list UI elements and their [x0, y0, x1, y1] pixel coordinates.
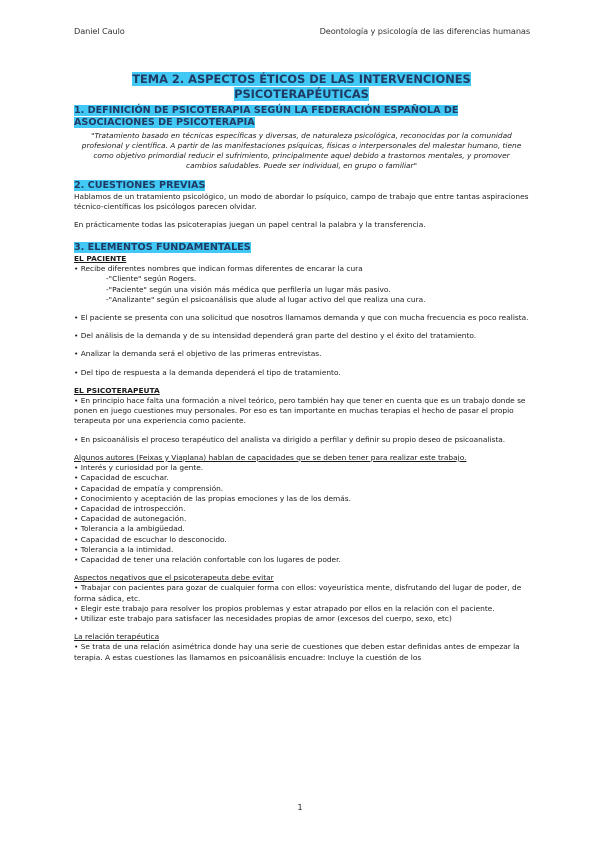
list-item: • Tolerancia a la ambigüedad. [74, 524, 185, 534]
list-item: • Elegir este trabajo para resolver los propios problemas y estar atrapado por ellos en la relación con el paciente. [74, 603, 495, 613]
relacion-paragraph: • Se trata de una relación asimétrica donde hay una serie de cuestiones que deben estar definidas antes de empezar la terapia. A estas cuestiones las llamamos en psicoanálisis encuadre: Incluye la cuestión de los [74, 642, 520, 662]
section-1-heading [74, 105, 529, 130]
capacidades-list [74, 463, 529, 565]
list-item: • Utilizar este trabajo para satisfacer las necesidades propias de amor (excesos del cuerpo, sexo, etc) [74, 613, 452, 623]
psicoterapeuta-paragraph-psicoanalisis: • En psicoanálisis el proceso terapéutico del analista va dirigido a perfilar y definir su propio deseo de psicoanalista. [74, 434, 506, 444]
section-3-heading-text: 3. ELEMENTOS FUNDAMENTALES [74, 241, 251, 253]
list-item: • Capacidad de autonegación. [74, 514, 187, 524]
list-item: • Capacidad de empatía y comprensión. [74, 483, 224, 493]
psicoterapeuta-subheading: EL PSICOTERAPEUTA [74, 385, 160, 395]
paciente-paragraph-entrevistas: • Analizar la demanda será el objetivo de las primeras entrevistas. [74, 349, 322, 359]
list-item: • Conocimiento y aceptación de las propias emociones y las de los demás. [74, 493, 351, 503]
list-item: • Capacidad de introspección. [74, 503, 186, 513]
paciente-name-paciente: -"Paciente" según una visión más médica que perfilería un lugar más pasivo. [106, 284, 391, 294]
section-1-heading-text: 1. DEFINICIÓN DE PSICOTERAPIA SEGÚN LA FEDERACIÓN ESPAÑOLA DE ASOCIACIONES DE PSICOTERAPIA [74, 105, 459, 129]
title-text: TEMA 2. ASPECTOS ÉTICOS DE LAS INTERVENCIONES PSICOTERAPÉUTICAS [132, 72, 471, 101]
list-item: • Capacidad de escuchar lo desconocido. [74, 534, 227, 544]
document-body [74, 72, 529, 663]
header-subject: Deontología y psicología de las diferencias humanas [319, 26, 530, 36]
list-item: • Capacidad de escuchar. [74, 473, 169, 483]
document-title [74, 72, 529, 102]
relacion-subheading: La relación terapéutica [74, 632, 160, 642]
list-item: • Capacidad de tener una relación confortable con los lugares de poder. [74, 554, 341, 564]
paciente-paragraph-respuesta: • Del tipo de respuesta a la demanda dependerá el tipo de tratamiento. [74, 367, 341, 377]
header-author: Daniel Caulo [74, 26, 125, 36]
list-item: • Interés y curiosidad por la gente. [74, 463, 204, 473]
definition-quote: "Tratamiento basado en técnicas específicas y diversas, de naturaleza psicológica, reconocidas por la comunidad profesional y científica. A partir de las manifestaciones psíquicas, físicas o interpersonales del malestar humano, tiene como objetivo primordial reducir el sufrimiento, principalmente aquel debido a trastornos mentales, y promover cambios saludables. Puede ser individual, en grupo o familiar" [81, 130, 522, 171]
paciente-paragraph-demanda: • El paciente se presenta con una solicitud que nosotros llamamos demanda y que con mucha frecuencia es poco realista. [74, 313, 529, 323]
paciente-paragraph-analisis: • Del análisis de la demanda y de su intensidad dependerá gran parte del destino y el éxito del tratamiento. [74, 331, 477, 341]
section-2-heading [74, 180, 529, 192]
list-item: • Trabajar con pacientes para gozar de cualquier forma con ellos: voyeurística mente, disfrutando del lugar de poder, de forma sádica, etc. [74, 583, 522, 603]
negativos-subheading: Aspectos negativos que el psicoterapeuta debe evitar [74, 573, 274, 583]
paciente-name-analizante: -"Analizante" según el psicoanálisis que alude al lugar activo del que realiza una cura. [106, 294, 426, 304]
section-2-paragraph-1: Hablamos de un tratamiento psicológico, un modo de abordar lo psíquico, campo de trabajo que entre tantas aspiraciones técnico-científicas los psicólogos parecen olvidar. [74, 192, 529, 212]
capacidades-subheading: Algunos autores (Feixas y Viaplana) hablan de capacidades que se deben tener para realizar este trabajo. [74, 452, 467, 462]
psicoterapeuta-paragraph-formacion: • En principio hace falta una formación a nivel teórico, pero también hay que tener en cuenta que es un trabajo donde se ponen en juego cuestiones muy personales. Por eso es tan importante en muchas terapias el hecho de pasar el propio terapeuta por una experiencia como paciente. [74, 396, 526, 426]
section-3-heading [74, 242, 529, 254]
paciente-subheading: EL PACIENTE [74, 254, 127, 264]
negativos-list [74, 583, 529, 624]
page-number: 1 [297, 803, 303, 812]
paciente-intro: • Recibe diferentes nombres que indican formas diferentes de encarar la cura [74, 264, 363, 274]
section-2-paragraph-2: En prácticamente todas las psicoterapias juegan un papel central la palabra y la transferencia. [74, 220, 426, 230]
list-item: • Tolerancia a la intimidad. [74, 544, 174, 554]
section-2-heading-text: 2. CUESTIONES PREVIAS [74, 179, 206, 191]
paciente-name-cliente: -"Cliente" según Rogers. [106, 274, 197, 284]
